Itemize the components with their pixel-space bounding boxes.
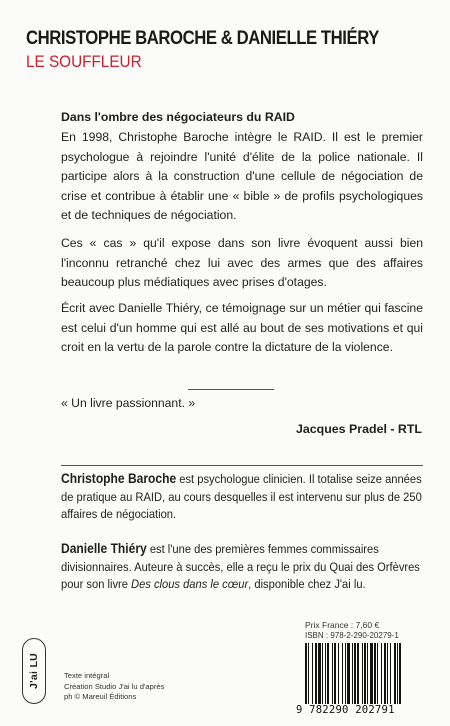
authors-heading: CHRISTOPHE BAROCHE & DANIELLE THIÉRY	[26, 28, 379, 49]
press-quote: « Un livre passionnant. »	[61, 396, 196, 410]
author-bio-thiery	[61, 540, 423, 594]
summary-paragraph-1: En 1998, Christophe Baroche intègre le RAID. Il est le premier psychologue à rejoindre l'unité d'élite de la police nationale. Il participe alors à la construction d'une cellule de négociation de crise et contribue à établir une « bible » de profils psychologiques et de techniques de négociation.	[61, 130, 423, 222]
credit-line: ph © Mareuil Éditions	[64, 692, 137, 701]
barcode-number: 9 782290 202791	[296, 704, 395, 716]
red-divider-short	[188, 389, 274, 390]
credits	[64, 671, 164, 703]
bio-text-thiery: est l'une des premières femmes commissaires divisionnaires. Auteure à succès, elle a reçu le prix du Quai des Orfèvres pour son livre	[61, 542, 420, 591]
credit-line: Texte intégral	[64, 671, 110, 680]
bio-text-thiery-end: , disponible chez J'ai lu.	[248, 577, 366, 591]
price-label: Prix France : 7,60 €	[305, 620, 380, 630]
book-title: LE SOUFFLEUR	[26, 52, 142, 71]
summary-paragraph-3: Écrit avec Danielle Thiéry, ce témoignage sur un métier qui fascine est celui d'un homme qui est allé au bout de ses motivations et qui croit en la vertu de la parole contre la dictature de la violence.	[61, 301, 423, 354]
red-divider-long	[61, 465, 423, 466]
bio-book-title: Des clous dans le cœur	[131, 577, 249, 591]
bio-text-baroche: est psychologue clinicien. Il totalise seize années de pratique au RAID, au cours desquelles il est intervenu sur plus de 250 affaires de négociation.	[61, 472, 422, 521]
publisher-logo-text: J'ai LU	[28, 652, 40, 690]
bio-name-thiery: Danielle Thiéry	[61, 541, 147, 556]
barcode-icon	[303, 643, 427, 704]
publisher-logo	[22, 638, 46, 704]
credit-line: Création Studio J'ai lu d'après	[64, 681, 165, 691]
press-quote-source: Jacques Pradel - RTL	[295, 422, 422, 436]
author-bio-baroche	[61, 470, 423, 524]
bio-name-baroche: Christophe Baroche	[61, 471, 177, 486]
summary-paragraph-2: Ces « cas » qu'il expose dans son livre évoquent aussi bien l'inconnu retranché chez lui avec des armes que des affaires beaucoup plus médiatiques avec prises d'otages.	[61, 236, 423, 289]
book-subtitle: Dans l'ombre des négociateurs du RAID	[61, 110, 295, 124]
isbn-label: ISBN : 978-2-290-20279-1	[305, 631, 399, 640]
